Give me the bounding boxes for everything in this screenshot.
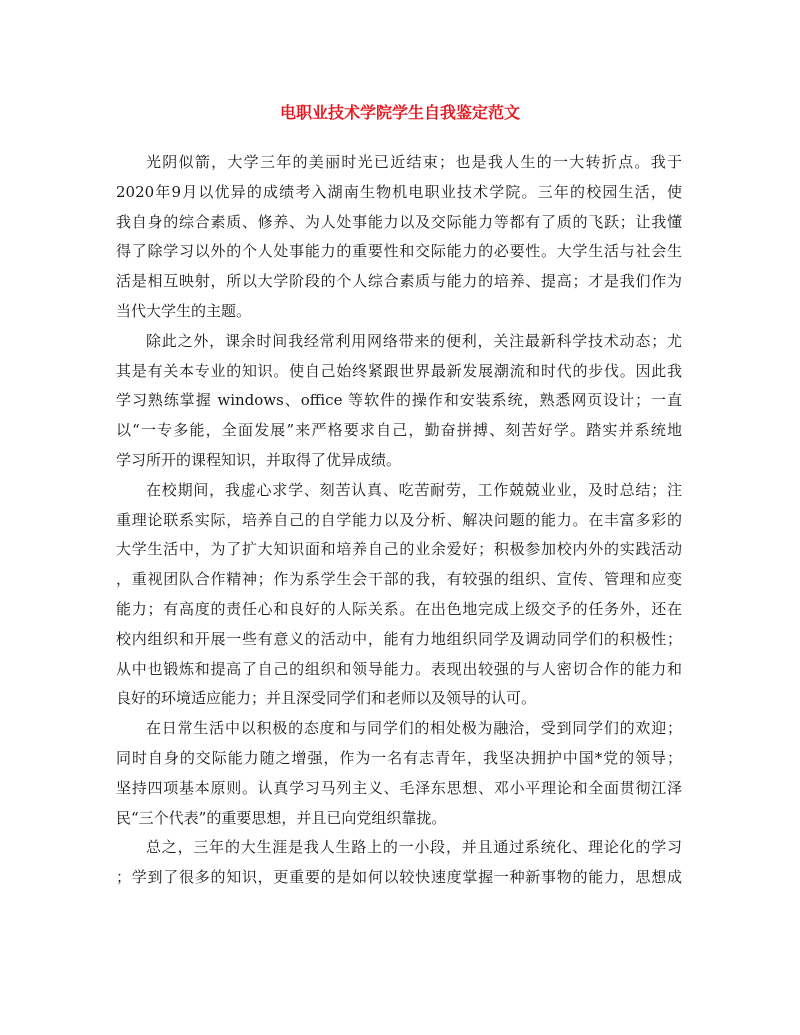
text-line: 学习所开的课程知识，并取得了优异成绩。 xyxy=(116,450,402,469)
text-line: 当代大学生的主题。 xyxy=(116,301,252,320)
text-line: 学习熟练掌握 windows、office 等软件的操作和安装系统，熟悉网页设计；一直 xyxy=(116,391,682,410)
text-line: ，重视团队合作精神；作为系学生会干部的我，有较强的组织、宣传、管理和应变 xyxy=(116,570,682,589)
text-line: 活是相互映射，所以大学阶段的个人综合素质与能力的培养、提高；才是我们作为 xyxy=(116,272,682,291)
text-line: 校内组织和开展一些有意义的活动中，能有力地组织同学及调动同学们的积极性； xyxy=(116,629,682,648)
paragraph-5 xyxy=(116,833,682,893)
text-line: 在校期间，我虚心求学、刻苦认真、吃苦耐劳，工作兢兢业业，及时总结；注 xyxy=(146,480,682,499)
text-line: 能力；有高度的责任心和良好的人际关系。在出色地完成上级交予的任务外，还在 xyxy=(116,599,682,618)
text-line: 坚持四项基本原则。认真学习马列主义、毛泽东思想、邓小平理论和全面贯彻江泽 xyxy=(116,778,682,797)
document-title: 电职业技术学院学生自我鉴定范文 xyxy=(279,103,520,122)
text-line: 民“三个代表”的重要思想，并且已向党组织靠拢。 xyxy=(116,808,447,827)
text-line: 除此之外，课余时间我经常利用网络带来的便利，关注最新科学技术动态；尤 xyxy=(146,331,682,350)
text-line: 在日常生活中以积极的态度和与同学们的相处极为融洽，受到同学们的欢迎； xyxy=(146,719,682,738)
paragraph-2 xyxy=(116,327,682,476)
text-line: 以“一专多能，全面发展”来严格要求自己，勤奋拼搏、刻苦好学。踏实并系统地 xyxy=(116,421,682,440)
text-line: 光阴似箭，大学三年的美丽时光已近结束；也是我人生的一大转折点。我于 xyxy=(146,153,682,171)
text-line: 其是有关本专业的知识。使自己始终紧跟世界最新发展潮流和时代的步伐。因此我 xyxy=(116,361,682,380)
text-line: 良好的环境适应能力；并且深受同学们和老师以及领导的认可。 xyxy=(116,689,537,708)
text-line: 我自身的综合素质、修养、为人处事能力以及交际能力等都有了质的飞跃；让我懂 xyxy=(116,212,682,231)
paragraph-4 xyxy=(116,714,682,833)
text-line: 大学生活中，为了扩大知识面和培养自己的业余爱好；积极参加校内外的实践活动 xyxy=(116,540,682,559)
text-line: 总之，三年的大生涯是我人生路上的一小段，并且通过系统化、理论化的学习 xyxy=(146,838,682,857)
paragraph-1 xyxy=(116,148,682,327)
text-line: 重理论联系实际，培养自己的自学能力以及分析、解决问题的能力。在丰富多彩的 xyxy=(116,510,682,529)
text-line: ；学到了很多的知识，更重要的是如何以较快速度掌握一种新事物的能力，思想成 xyxy=(116,868,682,887)
text-line: 得了除学习以外的个人处事能力的重要性和交际能力的必要性。大学生活与社会生 xyxy=(116,242,682,261)
text-line: 从中也锻炼和提高了自己的组织和领导能力。表现出较强的与人密切合作的能力和 xyxy=(116,659,682,678)
paragraph-3 xyxy=(116,476,682,714)
text-line: 2020年9月以优异的成绩考入湖南生物机电职业技术学院。三年的校园生活，使 xyxy=(116,182,682,201)
text-line: 同时自身的交际能力随之增强，作为一名有志青年，我坚决拥护中国*党的领导； xyxy=(116,748,682,767)
document-body xyxy=(116,148,682,893)
